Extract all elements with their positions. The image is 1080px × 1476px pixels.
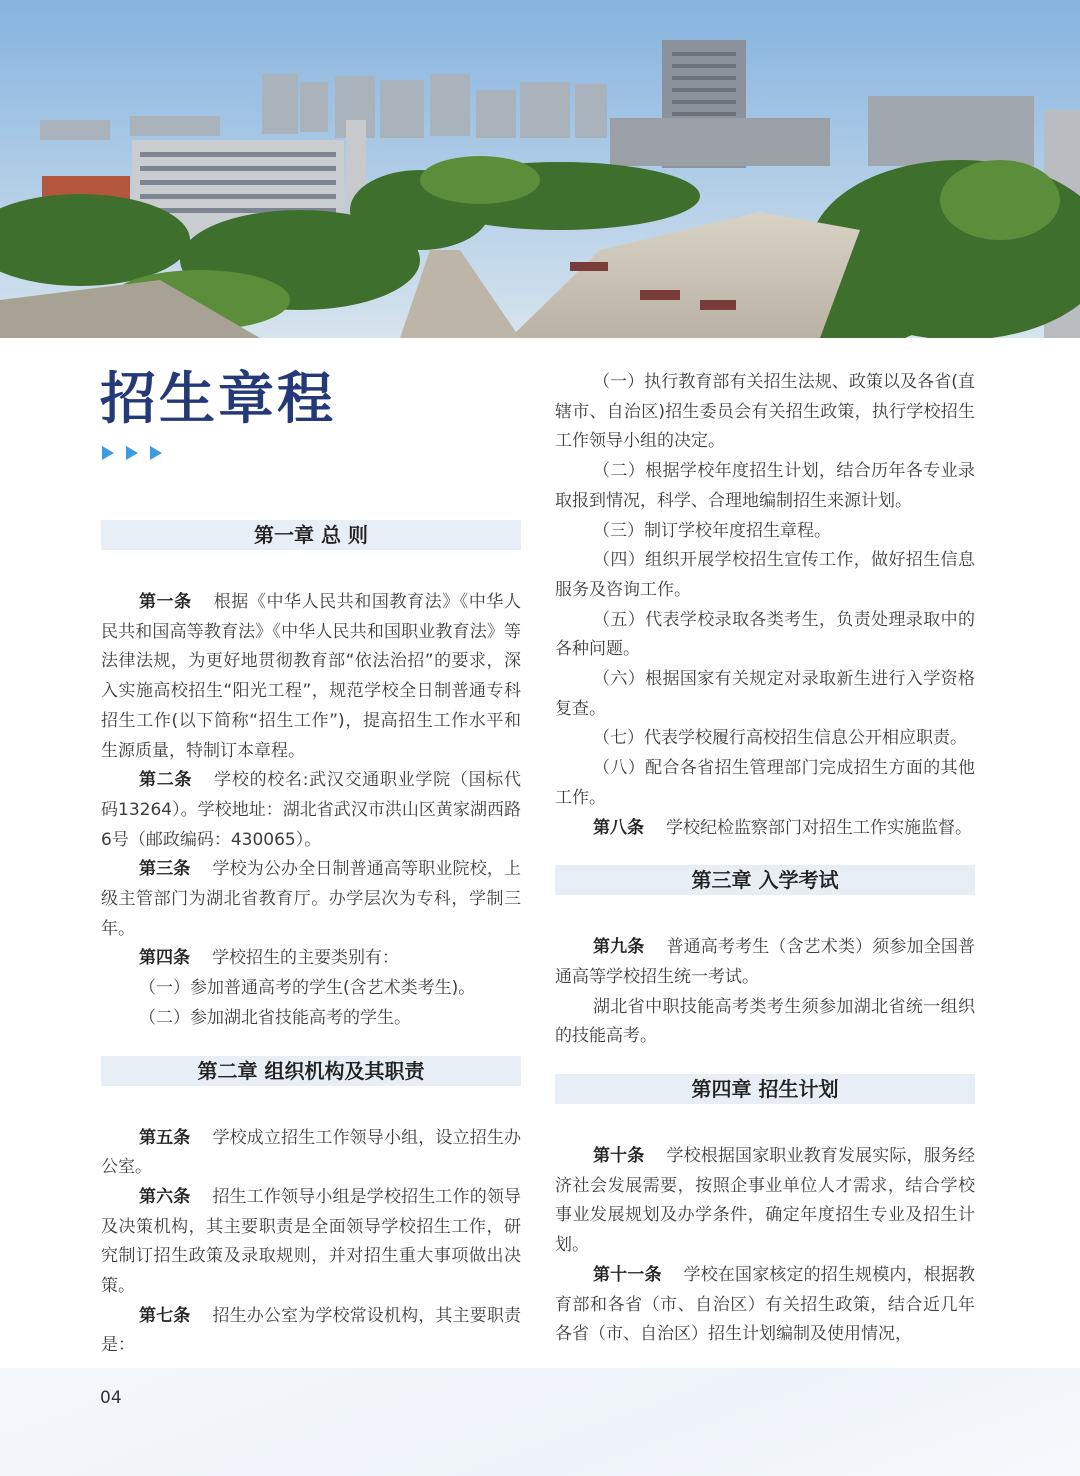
triangle-icon [150, 446, 162, 460]
list-item: （三）制订学校年度招生章程。 [593, 520, 831, 541]
article-paragraph [101, 1302, 521, 1361]
article-text: 招生办公室为学校常设机构，其主要职责是： [101, 1305, 522, 1356]
list-item: （二）根据学校年度招生计划，结合历年各专业录取报到情况，科学、合理地编制招生来源计划。 [555, 461, 975, 511]
article-text: 学校为公办全日制普通高等职业院校，上级主管部门为湖北省教育厅。办学层次为专科，学制三年。 [101, 859, 522, 939]
article-paragraph [101, 588, 521, 766]
article-text: 学校在国家核定的招生规模内，根据教育部和各省（市、自治区）有关招生政策，结合近几年各省（市、自治区）招生计划编制及使用情况， [555, 1264, 976, 1345]
article-text: 招生工作领导小组是学校招生工作的领导及决策机构，其主要职责是全面领导学校招生工作，研究制订招生政策及录取规则，并对招生重大事项做出决策。 [101, 1186, 522, 1297]
list-item: （四）组织开展学校招生宣传工作，做好招生信息服务及咨询工作。 [555, 550, 975, 600]
chapter-heading: 第一章 总 则 [101, 520, 521, 550]
chapter-heading: 第三章 入学考试 [555, 865, 975, 895]
right-column [555, 368, 975, 1350]
list-item: （七）代表学校履行高校招生信息公开相应职责。 [593, 728, 967, 749]
article-label: 第四条 [139, 948, 190, 969]
triangle-icon [126, 446, 138, 460]
arrow-decoration [102, 446, 162, 460]
chapter-heading: 第二章 组织机构及其职责 [101, 1056, 521, 1086]
article-text: 学校纪检监察部门对招生工作实施监督。 [666, 817, 972, 838]
campus-illustration [0, 0, 1080, 338]
article-paragraph [101, 1183, 521, 1302]
article-paragraph [555, 933, 975, 992]
article-paragraph [101, 855, 521, 944]
chapter-heading: 第四章 招生计划 [555, 1074, 975, 1104]
article-text: 根据《中华人民共和国教育法》《中华人民共和国高等教育法》《中华人民共和国职业教育法》等法律法规，为更好地贯彻教育部“依法治招”的要求，深入实施高校招生“阳光工程”，规范学校全日制普通专科招生工作(以下简称“招生工作”)，提高招生工作水平和生源质量，特制订本章程。 [101, 592, 522, 761]
list-item: （五）代表学校录取各类考生，负责处理录取中的各种问题。 [555, 609, 975, 660]
triangle-icon [102, 446, 114, 460]
campus-banner-photo [0, 0, 1080, 338]
article-text: 学校成立招生工作领导小组，设立招生办公室。 [101, 1127, 522, 1178]
article-paragraph [555, 814, 975, 844]
article-text: 学校招生的主要类别有： [212, 948, 399, 969]
article-paragraph [101, 944, 521, 974]
article-text: 普通高考考生（含艺术类）须参加全国普通高等学校招生统一考试。 [555, 937, 976, 987]
article-paragraph [555, 1261, 975, 1350]
list-item: （八）配合各省招生管理部门完成招生方面的其他工作。 [555, 758, 975, 808]
footer-background [0, 1368, 1080, 1476]
article-label: 第八条 [593, 817, 644, 838]
page-number: 04 [100, 1388, 122, 1408]
article-label: 第十条 [593, 1146, 645, 1167]
article-label: 第九条 [593, 937, 645, 958]
list-item: （一）执行教育部有关招生法规、政策以及各省(直辖市、自治区)招生委员会有关招生政策，执行学校招生工作领导小组的决定。 [555, 372, 975, 452]
article-label: 第二条 [139, 770, 193, 791]
left-column [101, 520, 521, 1361]
list-item: （二）参加湖北省技能高考的学生。 [139, 1007, 411, 1028]
article-label: 第六条 [139, 1186, 191, 1207]
article-paragraph [101, 1124, 521, 1183]
article-text: 学校根据国家职业教育发展实际，服务经济社会发展需要，按照企事业单位人才需求，结合学校事业发展规划及办学条件，确定年度招生专业及招生计划。 [555, 1146, 976, 1256]
article-label: 第一条 [139, 592, 192, 612]
paragraph: 湖北省中职技能高考类考生须参加湖北省统一组织的技能高考。 [555, 996, 975, 1047]
page-title: 招生章程 [100, 367, 336, 432]
article-label: 第三条 [139, 859, 191, 880]
list-item: （一）参加普通高考的学生(含艺术类考生)。 [139, 978, 476, 999]
article-text: 学校的校名:武汉交通职业学院（国标代码13264）。学校地址：湖北省武汉市洪山区黄家湖西路6号（邮政编码：430065）。 [101, 770, 521, 850]
article-label: 第七条 [139, 1305, 191, 1326]
list-item: （六）根据国家有关规定对录取新生进行入学资格复查。 [555, 669, 975, 719]
article-label: 第五条 [139, 1127, 191, 1148]
article-label: 第十一条 [593, 1264, 662, 1285]
article-paragraph [101, 766, 521, 855]
article-paragraph [555, 1142, 975, 1261]
